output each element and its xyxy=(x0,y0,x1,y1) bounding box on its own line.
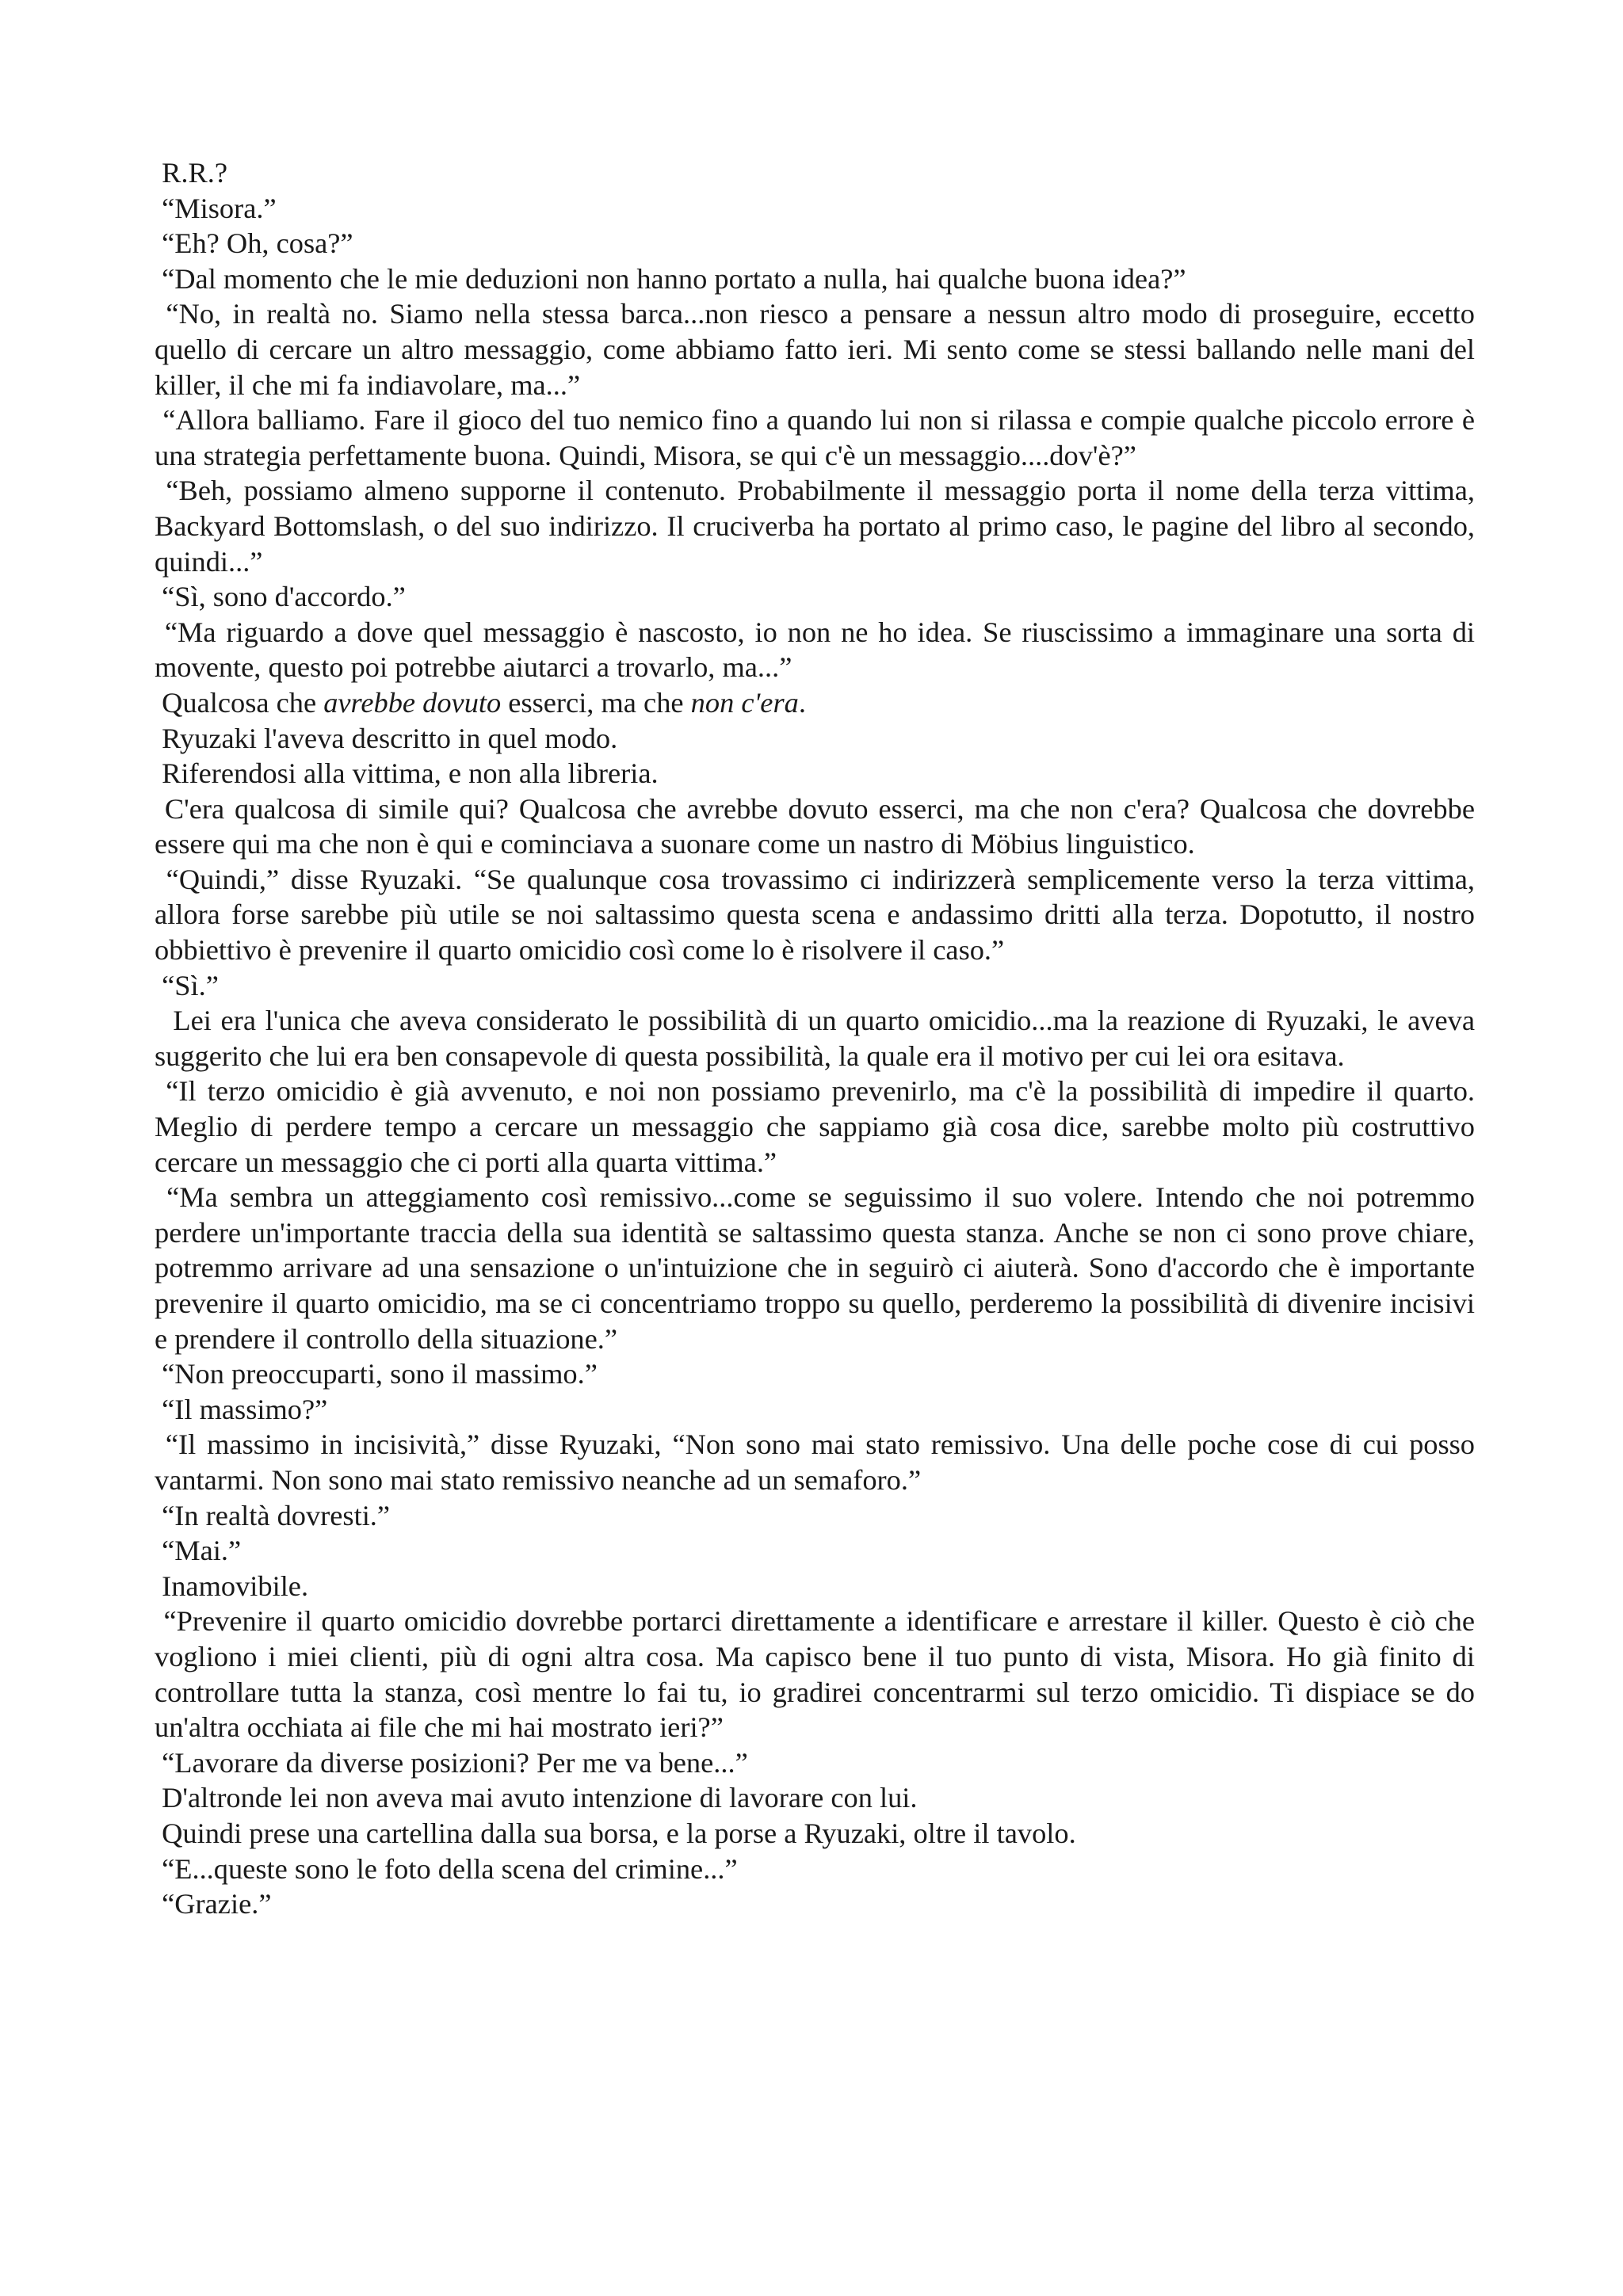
text-run: esserci, ma che xyxy=(501,686,691,719)
document-page xyxy=(155,155,1483,1922)
paragraph: “Mai.” xyxy=(155,1535,242,1567)
paragraph: “Dal momento che le mie deduzioni non hanno portato a nulla, hai qualche buona idea?” xyxy=(155,262,1186,295)
paragraph: “Ma riguardo a dove quel messaggio è nascosto, io non ne ho idea. Se riuscissimo a immaginare una sorta di movente, questo poi potrebbe aiutarci a trovarlo, ma...” xyxy=(155,616,1483,684)
italic-text: avrebbe dovuto xyxy=(323,686,502,719)
paragraph: Lei era l'unica che aveva considerato le possibilità di un quarto omicidio...ma la reazione di Ryuzaki, le aveva suggerito che lui era ben consapevole di questa possibilità, la quale era il motivo per cui lei ora esitava. xyxy=(155,1005,1483,1072)
paragraph: “In realtà dovresti.” xyxy=(155,1499,391,1531)
paragraph: “Eh? Oh, cosa?” xyxy=(155,227,353,260)
paragraph: “Sì, sono d'accordo.” xyxy=(155,581,406,613)
text-run: . xyxy=(798,686,806,719)
paragraph: “Non preoccuparti, sono il massimo.” xyxy=(155,1358,598,1390)
paragraph: “No, in realtà no. Siamo nella stessa barca...non riesco a pensare a nessun altro modo di proseguire, eccetto quello di cercare un altro messaggio, come abbiamo fatto ieri. Mi sento come se stessi ballando nelle mani del killer, il che mi fa indiavolare, ma...” xyxy=(155,298,1483,401)
paragraph: “Il terzo omicidio è già avvenuto, e noi non possiamo prevenirlo, ma c'è la possibilità di impedire il quarto. Meglio di perdere tempo a cercare un messaggio che sappiamo già cosa dice, sarebbe molto più costruttivo cercare un messaggio che ci porti alla quarta vittima.” xyxy=(155,1075,1483,1178)
paragraph xyxy=(155,685,1475,721)
paragraph: “Grazie.” xyxy=(155,1888,272,1920)
text-run: Qualcosa che xyxy=(155,686,324,719)
paragraph: “Lavorare da diverse posizioni? Per me va bene...” xyxy=(155,1746,748,1779)
paragraph: “Quindi,” disse Ryuzaki. “Se qualunque cosa trovassimo ci indirizzerà semplicemente verso la terza vittima, allora forse sarebbe più utile se noi saltassimo questa scena e andassimo dritti alla terza. Dopotutto, il nostro obbiettivo è prevenire il quarto omicidio così come lo è risolvere il caso.” xyxy=(155,863,1483,967)
paragraph: “Beh, possiamo almeno supporne il contenuto. Probabilmente il messaggio porta il nome della terza vittima, Backyard Bottomslash, o del suo indirizzo. Il cruciverba ha portato al primo caso, le pagine del libro al secondo, quindi...” xyxy=(155,475,1483,578)
paragraph: “E...queste sono le foto della scena del crimine...” xyxy=(155,1852,738,1885)
paragraph: “Ma sembra un atteggiamento così remissivo...come se seguissimo il suo volere. Intendo che noi potremmo perdere un'importante traccia della sua identità se saltassimo questa stanza. Anche se non ci sono prove chiare, potremmo arrivare ad una sensazione o un'intuizione che in seguirò ci aiuterà. Sono d'accordo che è importante prevenire il quarto omicidio, ma se ci concentriamo troppo su quello, perderemo la possibilità di divenire incisivi e prendere il controllo della situazione.” xyxy=(155,1181,1483,1355)
paragraph: C'era qualcosa di simile qui? Qualcosa che avrebbe dovuto esserci, ma che non c'era? Qualcosa che dovrebbe essere qui ma che non è qui e cominciava a suonare come un nastro di Möbius linguistico. xyxy=(155,792,1483,860)
paragraph: “Prevenire il quarto omicidio dovrebbe portarci direttamente a identificare e arrestare il killer. Questo è ciò che vogliono i miei clienti, più di ogni altra cosa. Ma capisco bene il tuo punto di vista, Misora. Ho già finito di controllare tutta la stanza, così mentre lo fai tu, io gradirei concentrarmi sul terzo omicidio. Ti dispiace se do un'altra occhiata ai file che mi hai mostrato ieri?” xyxy=(155,1605,1483,1744)
italic-text: non c'era xyxy=(690,686,799,719)
paragraph: “Misora.” xyxy=(155,192,277,224)
paragraph: “Il massimo in incisività,” disse Ryuzaki, “Non sono mai stato remissivo. Una delle poche cose di cui posso vantarmi. Non sono mai stato remissivo neanche ad un semaforo.” xyxy=(155,1428,1483,1496)
paragraph: Quindi prese una cartellina dalla sua borsa, e la porse a Ryuzaki, oltre il tavolo. xyxy=(155,1817,1076,1849)
paragraph: D'altronde lei non aveva mai avuto intenzione di lavorare con lui. xyxy=(155,1782,918,1814)
paragraph: “Sì.” xyxy=(155,969,219,1001)
paragraph: Riferendosi alla vittima, e non alla libreria. xyxy=(155,757,659,790)
paragraph: Inamovibile. xyxy=(155,1569,309,1602)
paragraph: “Allora balliamo. Fare il gioco del tuo nemico fino a quando lui non si rilassa e compie qualche piccolo errore è una strategia perfettamente buona. Quindi, Misora, se qui c'è un messaggio....dov'è?” xyxy=(155,404,1483,471)
paragraph: “Il massimo?” xyxy=(155,1393,328,1425)
paragraph: R.R.? xyxy=(155,157,228,189)
paragraph: Ryuzaki l'aveva descritto in quel modo. xyxy=(155,722,618,754)
